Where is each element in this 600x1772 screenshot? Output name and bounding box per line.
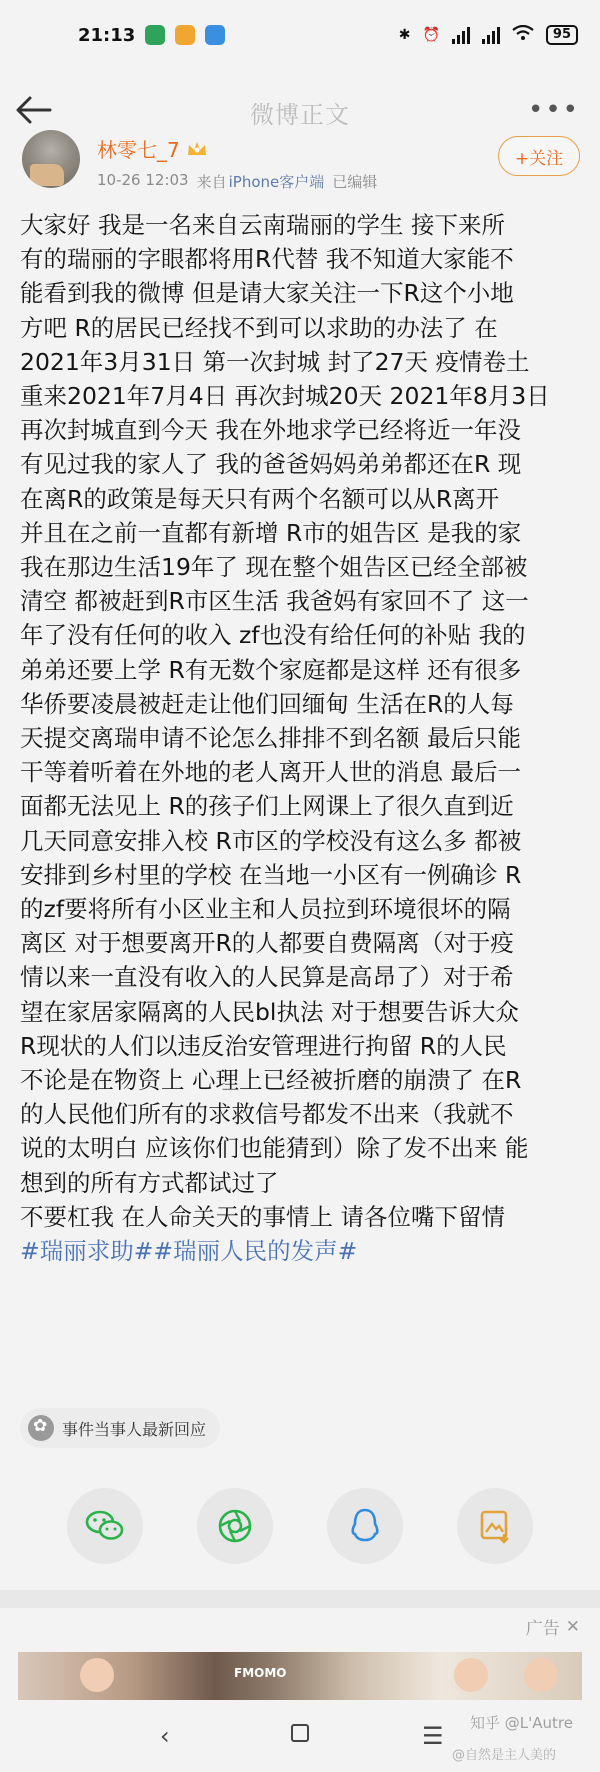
alarm-icon: ⏰ bbox=[422, 27, 440, 43]
post-line: 有的瑞丽的字眼都将用R代替 我不知道大家能不 bbox=[20, 245, 514, 274]
post-line: 干等着听着在外地的老人离开人世的消息 最后一 bbox=[20, 758, 521, 787]
post-line: 清空 都被赶到R市区生活 我爸妈有家回不了 这一 bbox=[20, 587, 529, 616]
wifi-icon bbox=[512, 25, 534, 45]
ad-model-image bbox=[454, 1658, 488, 1692]
qq-icon bbox=[348, 1507, 382, 1545]
post-line: 望在家居家隔离的人民bl执法 对于想要告诉大众 bbox=[20, 997, 519, 1026]
edited-label: 已编辑 bbox=[332, 173, 378, 191]
battery-indicator: 95 bbox=[546, 25, 578, 45]
save-image-icon bbox=[478, 1508, 512, 1544]
source-prefix: 来自 bbox=[196, 173, 227, 191]
ad-label[interactable] bbox=[526, 1614, 580, 1639]
section-divider bbox=[0, 1590, 600, 1608]
hashtag-links[interactable]: #瑞丽求助##瑞丽人民的发声# bbox=[20, 1237, 358, 1266]
post-line: 我在那边生活19年了 现在整个姐告区已经全部被 bbox=[20, 553, 528, 582]
ad-model-image bbox=[524, 1658, 558, 1692]
system-nav-bar bbox=[0, 1700, 600, 1772]
back-arrow-icon[interactable] bbox=[14, 90, 54, 130]
status-bar bbox=[0, 0, 600, 70]
moments-icon bbox=[216, 1507, 254, 1545]
follow-button[interactable]: +关注 bbox=[498, 136, 580, 176]
cloud-app-icon bbox=[205, 25, 225, 45]
ad-model-image bbox=[80, 1658, 114, 1692]
more-options-icon[interactable]: ••• bbox=[527, 95, 580, 125]
event-icon bbox=[28, 1415, 54, 1441]
post-line: 弟弟还要上学 R有无数个家庭都是这样 还有很多 bbox=[20, 655, 522, 684]
post-line: 的zf要将所有小区业主和人员拉到环境很坏的隔 bbox=[20, 895, 511, 924]
share-moments-button[interactable] bbox=[197, 1488, 273, 1564]
post-line: 的人民他们所有的求救信号都发不出来（我就不 bbox=[20, 1100, 514, 1129]
bluetooth-icon: ✱ bbox=[398, 27, 411, 43]
wechat-icon bbox=[85, 1508, 125, 1544]
ad-brand: FMOMO bbox=[234, 1666, 287, 1680]
username-text: 林零七_7 bbox=[97, 138, 180, 162]
weibo-watermark: @自然是主人美的 bbox=[452, 1748, 557, 1763]
share-wechat-button[interactable] bbox=[67, 1488, 143, 1564]
post-line: 能看到我的微博 但是请大家关注一下R这个小地 bbox=[20, 279, 514, 308]
post-line: 说的太明白 应该你们也能猜到）除了发不出来 能 bbox=[20, 1134, 529, 1163]
close-icon[interactable]: ✕ bbox=[565, 1616, 580, 1637]
post-line: 天提交离瑞申请不论怎么排排不到名额 最后只能 bbox=[20, 724, 521, 753]
post-line: 方吧 R的居民已经找不到可以求助的办法了 在 bbox=[20, 313, 498, 342]
status-time: 21:13 bbox=[78, 24, 136, 46]
post-line: 不要杠我 在人命关天的事情上 请各位嘴下留情 bbox=[20, 1202, 505, 1231]
post-body bbox=[20, 208, 588, 1268]
system-home-icon[interactable] bbox=[291, 1724, 309, 1742]
signal-icon bbox=[452, 26, 470, 44]
system-menu-icon[interactable]: ☰ bbox=[422, 1722, 444, 1750]
zhihu-watermark: 知乎 @L'Autre bbox=[470, 1714, 573, 1732]
vpn-app-icon bbox=[145, 25, 165, 45]
status-right bbox=[399, 25, 578, 45]
post-line: 想到的所有方式都试过了 bbox=[20, 1168, 279, 1197]
post-line: 在离R的政策是每天只有两个名额可以从R离开 bbox=[20, 484, 500, 513]
post-line: 面都无法见上 R的孩子们上网课上了很久直到近 bbox=[20, 792, 514, 821]
post-line: 重来2021年7月4日 再次封城20天 2021年8月3日 bbox=[20, 382, 550, 411]
post-meta bbox=[97, 171, 377, 192]
post-line: 离区 对于想要离开R的人都要自费隔离（对于疫 bbox=[20, 929, 514, 958]
event-chip-label: 事件当事人最新回应 bbox=[62, 1419, 207, 1439]
signal-2-icon bbox=[482, 26, 500, 44]
post-line: 情以来一直没有收入的人民算是高昂了）对于希 bbox=[20, 963, 514, 992]
post-line: 有见过我的家人了 我的爸爸妈妈弟弟都还在R 现 bbox=[20, 450, 522, 479]
post-line: 2021年3月31日 第一次封城 封了27天 疫情卷土 bbox=[20, 347, 530, 376]
post-line: 安排到乡村里的学校 在当地一小区有一例确诊 R bbox=[20, 860, 522, 889]
ad-label-text: 广告 bbox=[525, 1619, 560, 1639]
post-line: 大家好 我是一名来自云南瑞丽的学生 接下来所 bbox=[20, 211, 505, 239]
post-line: 几天同意安排入校 R市区的学校没有这么多 都被 bbox=[20, 826, 522, 855]
post-line: 华侨要凌晨被赶走让他们回缅甸 生活在R的人每 bbox=[20, 689, 514, 718]
post-date: 10-26 12:03 bbox=[97, 171, 189, 189]
post-line: 并且在之前一直都有新增 R市的姐告区 是我的家 bbox=[20, 518, 522, 547]
system-back-icon[interactable]: ‹ bbox=[160, 1722, 170, 1750]
save-image-button[interactable] bbox=[457, 1488, 533, 1564]
event-update-chip[interactable] bbox=[20, 1408, 220, 1448]
post-line: 不论是在物资上 心理上已经被折磨的崩溃了 在R bbox=[20, 1066, 522, 1095]
post-header bbox=[0, 126, 600, 204]
ad-banner[interactable] bbox=[18, 1652, 582, 1700]
page-title: 微博正文 bbox=[250, 100, 350, 129]
avatar[interactable] bbox=[22, 130, 80, 188]
post-line: 再次封城直到今天 我在外地求学已经将近一年没 bbox=[20, 416, 521, 445]
share-row bbox=[0, 1488, 600, 1564]
source-client[interactable]: iPhone客户端 bbox=[228, 173, 325, 191]
share-qq-button[interactable] bbox=[327, 1488, 403, 1564]
status-left bbox=[78, 25, 225, 46]
vip-crown-icon bbox=[186, 140, 208, 158]
post-line: 年了没有任何的收入 zf也没有给任何的补贴 我的 bbox=[20, 621, 526, 650]
notes-app-icon bbox=[175, 25, 195, 45]
username[interactable] bbox=[97, 134, 208, 163]
post-line: R现状的人们以违反治安管理进行拘留 R的人民 bbox=[20, 1031, 507, 1060]
